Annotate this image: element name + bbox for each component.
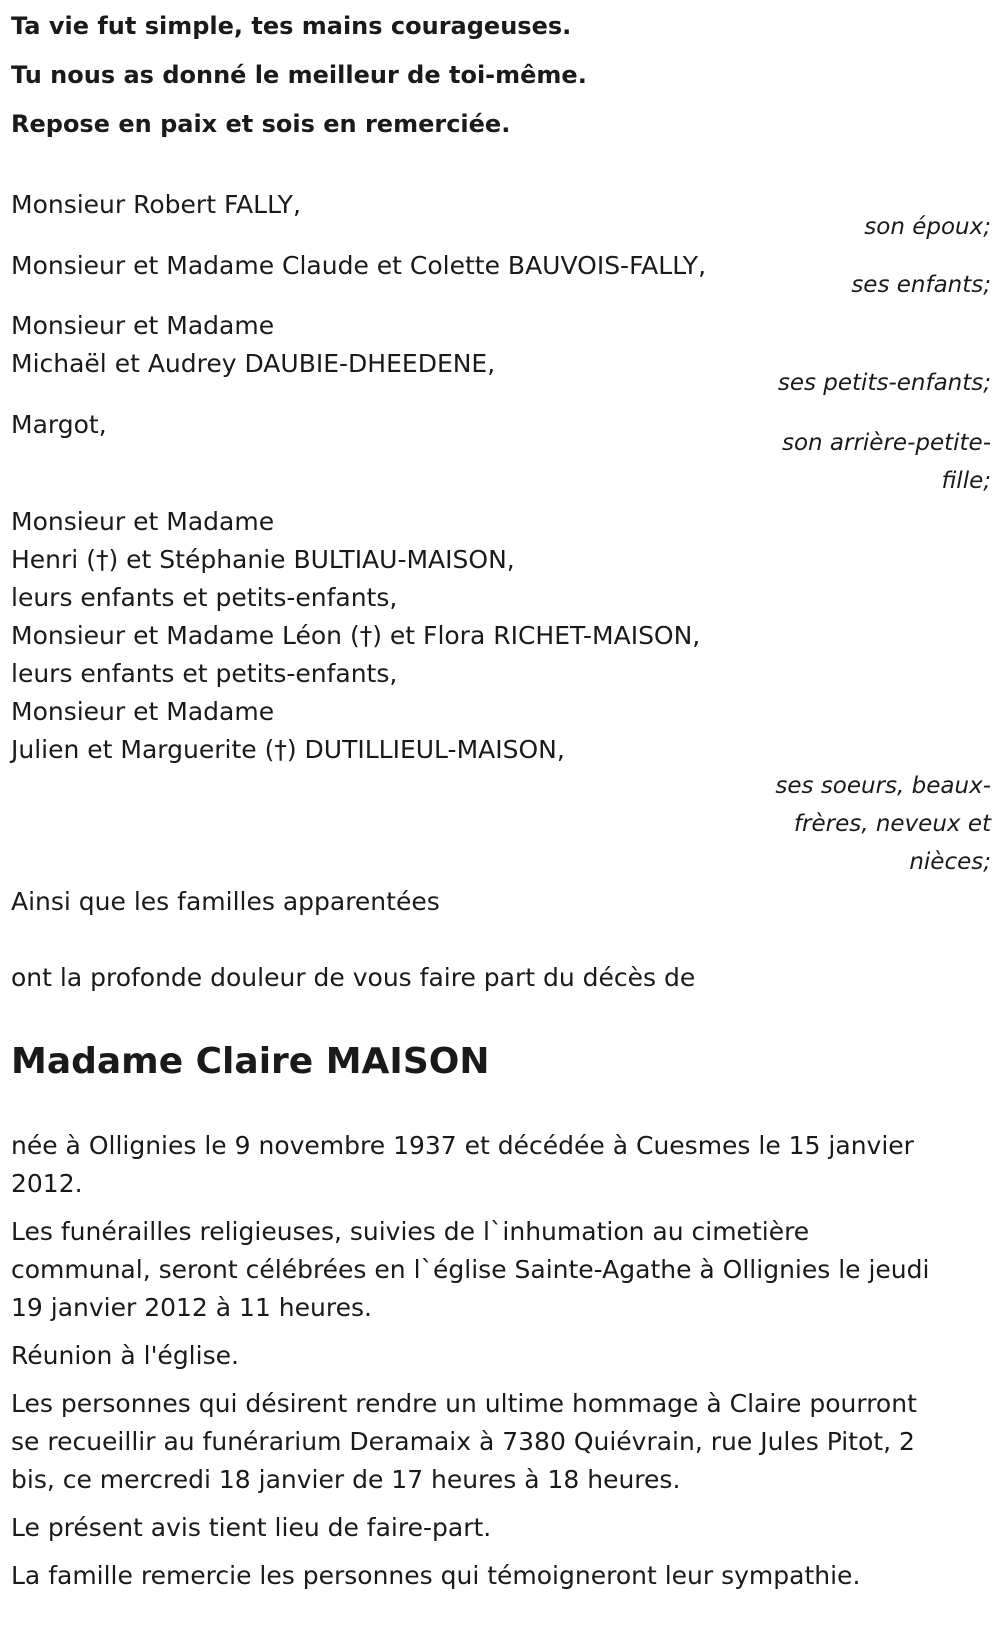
funeral-details xyxy=(11,1127,951,1595)
detail-paragraph: née à Ollignies le 9 novembre 1937 et décédée à Cuesmes le 15 janvier 2012. xyxy=(11,1131,914,1198)
deceased-name: Madame Claire MAISON xyxy=(11,1041,490,1082)
family-group-spouse xyxy=(11,186,991,247)
family-group-grandchildren xyxy=(11,307,991,406)
family-list xyxy=(11,186,991,883)
family-group-great-grandchild xyxy=(11,406,991,503)
detail-paragraph: Les personnes qui désirent rendre un ultime hommage à Claire pourront se recueillir au funérarium Deramaix à 7380 Quiévrain, rue Jules Pitot, 2 bis, ce mercredi 18 janvier de 17 heures à 18 heures. xyxy=(11,1389,917,1494)
obituary-notice xyxy=(11,0,991,1605)
detail-paragraph: Le présent avis tient lieu de faire-part. xyxy=(11,1513,492,1542)
family-role-line: nièces; xyxy=(909,849,991,875)
family-member-name: Monsieur et Madame xyxy=(11,697,275,726)
family-member-name: Monsieur et Madame Claude et Colette BAUVOIS-FALLY, xyxy=(11,251,707,280)
family-member-name: Monsieur Robert FALLY, xyxy=(11,190,301,219)
family-member-name: Julien et Marguerite (†) DUTILLIEUL-MAISON, xyxy=(11,735,565,764)
family-member-name: Monsieur et Madame xyxy=(11,311,275,340)
family-member-name: leurs enfants et petits-enfants, xyxy=(11,583,398,612)
family-member-name: Margot, xyxy=(11,410,107,439)
family-member-name: Michaël et Audrey DAUBIE-DHEEDENE, xyxy=(11,349,496,378)
motto-line: Tu nous as donné le meilleur de toi-même. xyxy=(11,61,587,89)
family-role-line: fille; xyxy=(941,468,991,494)
family-role: ses enfants; xyxy=(851,272,991,298)
family-role xyxy=(761,424,991,500)
family-member-name: Monsieur et Madame xyxy=(11,507,275,536)
detail-paragraph: Réunion à l'église. xyxy=(11,1341,239,1370)
announcement-intro: ont la profonde douleur de vous faire part du décès de xyxy=(11,963,696,992)
family-role: son époux; xyxy=(864,214,991,240)
family-group-siblings xyxy=(11,503,991,883)
motto-line: Repose en paix et sois en remerciée. xyxy=(11,110,511,138)
family-member-name: leurs enfants et petits-enfants, xyxy=(11,659,398,688)
family-member-name: Henri (†) et Stéphanie BULTIAU-MAISON, xyxy=(11,545,515,574)
family-group-children xyxy=(11,247,991,307)
related-families: Ainsi que les familles apparentées xyxy=(11,887,440,916)
family-role xyxy=(761,767,991,881)
motto xyxy=(11,2,991,149)
family-role-line: son arrière-petite- xyxy=(781,430,991,456)
detail-paragraph: Les funérailles religieuses, suivies de l`inhumation au cimetière communal, seront célébrées en l`église Sainte-Agathe à Ollignies le jeudi 19 janvier 2012 à 11 heures. xyxy=(11,1217,930,1322)
detail-paragraph: La famille remercie les personnes qui témoigneront leur sympathie. xyxy=(11,1561,861,1590)
family-role: ses petits-enfants; xyxy=(777,370,991,396)
family-member-name: Monsieur et Madame Léon (†) et Flora RICHET-MAISON, xyxy=(11,621,701,650)
family-role-line: frères, neveux et xyxy=(793,811,991,837)
motto-line: Ta vie fut simple, tes mains courageuses. xyxy=(11,12,572,40)
family-role-line: ses soeurs, beaux- xyxy=(775,773,991,799)
